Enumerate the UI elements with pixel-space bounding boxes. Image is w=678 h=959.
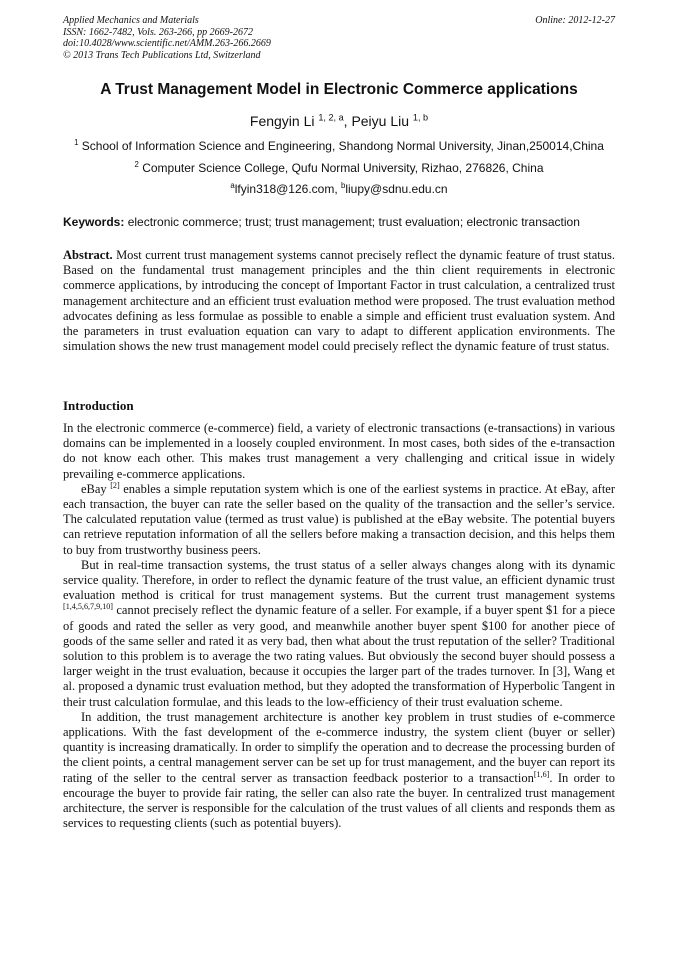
intro-paragraph-2 bbox=[63, 482, 615, 558]
affiliation-1 bbox=[40, 139, 638, 153]
author-2: Peiyu Liu bbox=[351, 113, 410, 129]
affiliation-2-text: Computer Science College, Qufu Normal University, Rizhao, 276826, China bbox=[142, 161, 544, 175]
introduction-body bbox=[63, 421, 615, 831]
keywords-text: electronic commerce; trust; trust management; trust evaluation; electronic transaction bbox=[124, 215, 580, 229]
affiliation-1-text: School of Information Science and Engineering, Shandong Normal University, Jinan,250014,China bbox=[81, 139, 604, 153]
citation-feedback: [1,6] bbox=[533, 769, 550, 779]
issn-line: ISSN: 1662-7482, Vols. 263-266, pp 2669-2672 bbox=[63, 26, 253, 38]
author-1-affil: 1, 2, a bbox=[318, 112, 344, 123]
paper-title: A Trust Management Model in Electronic Commerce applications bbox=[100, 81, 578, 98]
keywords-label: Keywords: bbox=[63, 215, 125, 229]
journal-header bbox=[63, 15, 615, 61]
journal-name: Applied Mechanics and Materials bbox=[63, 15, 199, 26]
author-separator: , bbox=[343, 113, 352, 129]
online-date: Online: 2012-12-27 bbox=[535, 15, 615, 26]
intro-paragraph-4 bbox=[63, 710, 615, 832]
introduction-heading: Introduction bbox=[63, 398, 134, 413]
citation-systems: [1,4,5,6,7,9,10] bbox=[63, 602, 114, 612]
keywords bbox=[63, 215, 623, 229]
intro-paragraph-3 bbox=[63, 558, 615, 710]
affiliation-1-num: 1 bbox=[74, 138, 79, 147]
abstract bbox=[63, 248, 615, 354]
affiliation-2 bbox=[40, 161, 638, 175]
intro-p4-text-a: In addition, the trust management architecture is another key problem in trust studies of e-commerce applications. With the fast development of the e-commerce industry, the system client (buyer or seller) quantity is increasing dramatically. In order to simplify the operation and to decrease the processing burden of the client points, a central management server can be set up for trust management, and the buyer can report its rating of the seller to the central server as transaction feedback posterior to a transaction bbox=[63, 709, 615, 785]
abstract-text: Most current trust management systems cannot precisely reflect the dynamic feature of trust status. Based on the fundamental trust management principles and the thin client requirements in electronic commerce applications, by introducing the concept of Important Factor in trust calculation, a centralized trust management architecture and an efficient trust evaluation method were proposed. The trust evaluation method advocates defining as less formulae as possible to enable a simple and efficient trust evaluation system. And the parameters in trust evaluation equation can vary to adapt to different application environments. The simulation shows the new trust management model could precisely reflect the dynamic feature of trust status. bbox=[63, 248, 615, 354]
email-b: liupy@sdnu.edu.cn bbox=[345, 182, 448, 196]
email-a-sup: a bbox=[230, 181, 235, 190]
email-a: lfyin318@126.com, bbox=[234, 182, 341, 196]
affiliation-2-num: 2 bbox=[134, 160, 139, 169]
email-b-sup: b bbox=[341, 181, 346, 190]
author-1: Fengyin Li bbox=[249, 113, 315, 129]
intro-p2-text-b: enables a simple reputation system which is one of the earliest systems in practice. At eBay, after each transaction, the buyer can rate the seller based on the quality of the transaction and the seller’s service. The calculated reputation value (termed as trust value) is published at the eBay website. The potential buyers can retrieve reputation information of all the sellers before making a transaction decision, and this helps them to buy from trustworthy business peers. bbox=[63, 481, 616, 557]
intro-p3-text-a: But in real-time transaction systems, the trust status of a seller always changes along with its dynamic service quality. Therefore, in order to reflect the dynamic feature of the trust value, an efficient dynamic trust evaluation method is critical for trust management systems. But the current trust management systems bbox=[63, 557, 615, 603]
intro-p3-text-b: cannot precisely reflect the dynamic feature of a seller. For example, if a buyer spent $1 for a piece of goods and rated the seller as very good, and meanwhile another buyer spent $100 for another piece of goods of the same seller and rated it as very bad, then what about the trust reputation of the seller? Traditional solution to this problem is to average the two rating values. But obviously the second buyer should possess a larger weight in the trust evaluation, because it occupies the larger part of the trades turnover. In [3], Wang et al. proposed a dynamic trust evaluation method, but they adopted the transformation of Hyperbolic Tangent in their trust calculation formulae, and this leads to the low-efficiency of their trust evaluation scheme. bbox=[63, 603, 615, 709]
intro-p2-text-a: eBay bbox=[81, 481, 111, 496]
intro-paragraph-1: In the electronic commerce (e-commerce) field, a variety of electronic transactions (e-transactions) in various domains can be implemented in a loosely coupled environment. In most cases, both sides of the e-transaction do not know each other. This makes trust management a very challenging and critical issue in widely prevailing e-commerce applications. bbox=[63, 421, 615, 481]
author-2-affil: 1, b bbox=[412, 112, 429, 123]
author-line bbox=[40, 113, 638, 129]
intro-p4-text-b: . In order to encourage the buyer to provide fair rating, the seller can also rate the buyer. In centralized trust management architecture, the server is responsible for the calculation of the trust values of all clients and responds them as services to requesting clients (such as potential buyers). bbox=[63, 770, 615, 831]
author-emails bbox=[40, 182, 638, 196]
copyright-line: © 2013 Trans Tech Publications Ltd, Switzerland bbox=[63, 49, 261, 61]
citation-ebay: [2] bbox=[110, 480, 120, 490]
doi-line: doi:10.4028/www.scientific.net/AMM.263-266.2669 bbox=[63, 38, 271, 49]
abstract-label: Abstract. bbox=[63, 248, 113, 262]
